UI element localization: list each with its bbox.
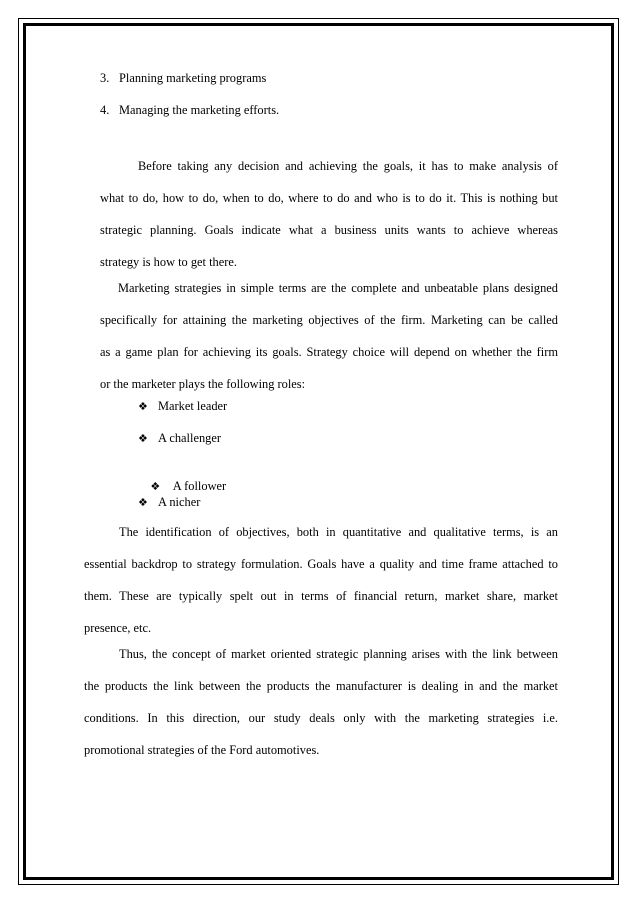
- paragraph-line: conditions. In this direction, our study deals only with the marketing strategies i.e.: [84, 711, 558, 725]
- diamond-bullet-icon: ❖: [138, 400, 148, 413]
- paragraph-line: Marketing strategies in simple terms are the complete and unbeatable plans designed: [118, 281, 558, 295]
- paragraph-line: The identification of objectives, both in quantitative and qualitative terms, is an: [119, 525, 558, 539]
- paragraph-line: what to do, how to do, when to do, where to do and who is to do it. This is nothing but: [100, 191, 558, 205]
- paragraph-line: presence, etc.: [84, 621, 152, 635]
- diamond-bullet-icon: ❖: [138, 432, 148, 445]
- role-list-item: ❖ Market leader: [138, 399, 228, 413]
- paragraph-line: as a game plan for achieving its goals. Strategy choice will depend on whether the firm: [100, 345, 558, 359]
- numbered-item: 4. Managing the marketing efforts.: [100, 103, 280, 117]
- paragraph-line: Before taking any decision and achieving the goals, it has to make analysis of: [138, 159, 558, 173]
- numbered-item: 3. Planning marketing programs: [100, 71, 267, 85]
- role-list-item: ❖ A nicher: [138, 495, 201, 509]
- diamond-bullet-icon: ❖: [150, 480, 161, 493]
- paragraph-line: the products the link between the products the manufacturer is dealing in and the market: [84, 679, 558, 693]
- paragraph-line: strategy is how to get there.: [100, 255, 237, 269]
- role-list-item: ❖ A challenger: [138, 431, 221, 445]
- diamond-bullet-icon: ❖: [138, 496, 148, 509]
- paragraph-line: Thus, the concept of market oriented strategic planning arises with the link between: [119, 647, 558, 661]
- paragraph-line: specifically for attaining the marketing objectives of the firm. Marketing can be called: [100, 313, 558, 327]
- paragraph-line: strategic planning. Goals indicate what a business units wants to achieve whereas: [100, 223, 558, 237]
- paragraph-line: them. These are typically spelt out in terms of financial return, market share, market: [84, 589, 558, 603]
- paragraph-line: essential backdrop to strategy formulation. Goals have a quality and time frame attached to: [84, 557, 558, 571]
- role-list-item: ❖ A follower: [150, 479, 227, 493]
- paragraph-line: or the marketer plays the following roles:: [100, 377, 306, 391]
- paragraph-line: promotional strategies of the Ford automotives.: [84, 743, 320, 757]
